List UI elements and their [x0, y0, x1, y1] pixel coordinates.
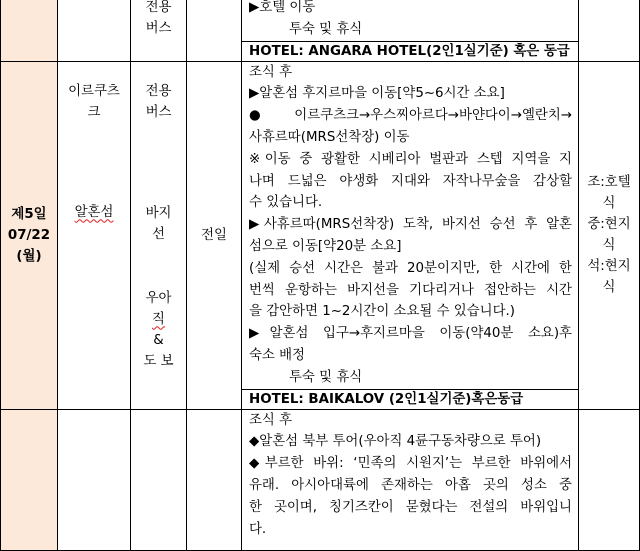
day4-detail-cell	[242, 0, 579, 41]
transport-uaz: 직	[152, 311, 165, 327]
detail-line: 조식 후	[249, 412, 293, 428]
transport-text: 버스	[145, 21, 172, 36]
day4-transport-cell	[131, 0, 187, 61]
detail-line: ▶사휴르따(MRS선착장) 도착, 바지선 승선 후 알혼	[249, 217, 572, 233]
meal-breakfast: 식	[602, 196, 616, 212]
city-irkutsk: 이르쿠츠	[68, 83, 120, 99]
day5-hotel-cell	[242, 389, 579, 409]
day5-meals-cell	[579, 61, 640, 409]
detail-line: 숙소 배정	[249, 347, 305, 363]
city-irkutsk: 크	[87, 104, 101, 120]
detail-line: 투숙 및 휴식	[289, 369, 363, 385]
city-olkhon: 알혼섬	[74, 204, 114, 220]
day5-detail-cell	[242, 61, 579, 389]
meal-breakfast: 조:호텔	[587, 175, 631, 191]
day4-hotel-cell	[242, 41, 579, 61]
day6-meals-cell	[579, 409, 640, 550]
day6-detail-cell	[242, 409, 579, 550]
detail-line: 섬으로 이동[약20분 소요]	[249, 238, 402, 254]
row-day4-end	[1, 0, 640, 41]
day6-day-cell	[1, 409, 58, 550]
day5-time-cell	[187, 61, 242, 409]
row-day5	[1, 61, 640, 389]
day5-day-cell	[1, 61, 58, 409]
detail-line: 번씩 운항하는 바지선을 기다리거나 접안하는 시간	[249, 282, 572, 298]
detail-line: 한 곳이며, 칭기즈칸이 묻혔다는 전설의 바위입니	[249, 499, 572, 515]
detail-line: 다.	[249, 521, 267, 537]
detail-line: ▶호텔 이동	[249, 0, 316, 15]
day4-cell	[1, 0, 58, 61]
detail-line: 수 있습니다.	[249, 195, 323, 211]
detail-line: ◆부르한 바위: ‘민족의 시원지’는 부르한 바위에서	[249, 456, 572, 472]
transport-ferry: 바지	[145, 205, 172, 221]
day4-meals-cell	[579, 0, 640, 61]
transport-walk: 도 보	[143, 353, 174, 369]
day4-time-cell	[187, 0, 242, 61]
hotel-text: HOTEL: BAIKALOV (2인1실기준)혹은동급	[249, 391, 524, 407]
detail-line: ▶알혼섬 후지르마을 이동[약5~6시간 소요]	[249, 86, 505, 102]
transport-ferry: 선	[152, 226, 165, 242]
detail-line: ◆알혼섬 북부 투어(우아직 4륜구동차량으로 투어)	[249, 434, 542, 450]
transport-bus: 전용	[145, 83, 172, 99]
meal-dinner: 석:현지	[587, 259, 631, 275]
day4-city-cell	[58, 0, 131, 61]
day6-transport-cell	[131, 409, 187, 550]
detail-line: (실제 승선 시간은 불과 20분이지만, 한 시간에 한	[249, 260, 572, 276]
transport-bus: 버스	[145, 104, 172, 120]
day-weekday: (월)	[16, 248, 42, 264]
hotel-text: HOTEL: ANGARA HOTEL(2인1실기준) 혹은 동급	[249, 43, 570, 59]
detail-line: 사휴르따(MRS선착장) 이동	[249, 129, 410, 145]
detail-line: 투숙 및 휴식	[289, 21, 363, 37]
day-date: 07/22	[7, 227, 51, 243]
meal-dinner: 식	[602, 280, 616, 296]
transport-text: 전용	[145, 0, 172, 15]
detail-line: 을 감안하면 1~2시간이 소요될 수 있습니다.)	[249, 304, 515, 320]
transport-uaz: 우아	[145, 290, 172, 306]
detail-line: ※이동 중 광활한 시베리아 벌판과 스텝 지역을 지	[249, 151, 572, 167]
day5-transport-cell	[131, 61, 187, 409]
detail-line: 조식 후	[249, 64, 293, 80]
day-number: 제5일	[11, 206, 47, 222]
day6-city-cell	[58, 409, 131, 550]
time-text: 전일	[201, 227, 227, 243]
detail-line: 나며 드넓은 야생화 지대와 자작나무숲을 감상할	[249, 173, 572, 189]
detail-line: ▶알혼섬 입구→후지르마을 이동(약40분 소요)후	[249, 326, 572, 342]
meal-lunch: 식	[602, 238, 616, 254]
row-day6	[1, 409, 640, 550]
meal-lunch: 중:현지	[587, 217, 631, 233]
detail-line: 유래. 아시아대륙에 존재하는 아홉 곳의 성소 중	[249, 477, 572, 493]
day5-city-cell	[58, 61, 131, 409]
transport-and: &	[153, 332, 164, 348]
day6-time-cell	[187, 409, 242, 550]
detail-line: ●이르쿠츠크→우스찌아르다→바얀다이→옐란치→	[249, 108, 572, 124]
